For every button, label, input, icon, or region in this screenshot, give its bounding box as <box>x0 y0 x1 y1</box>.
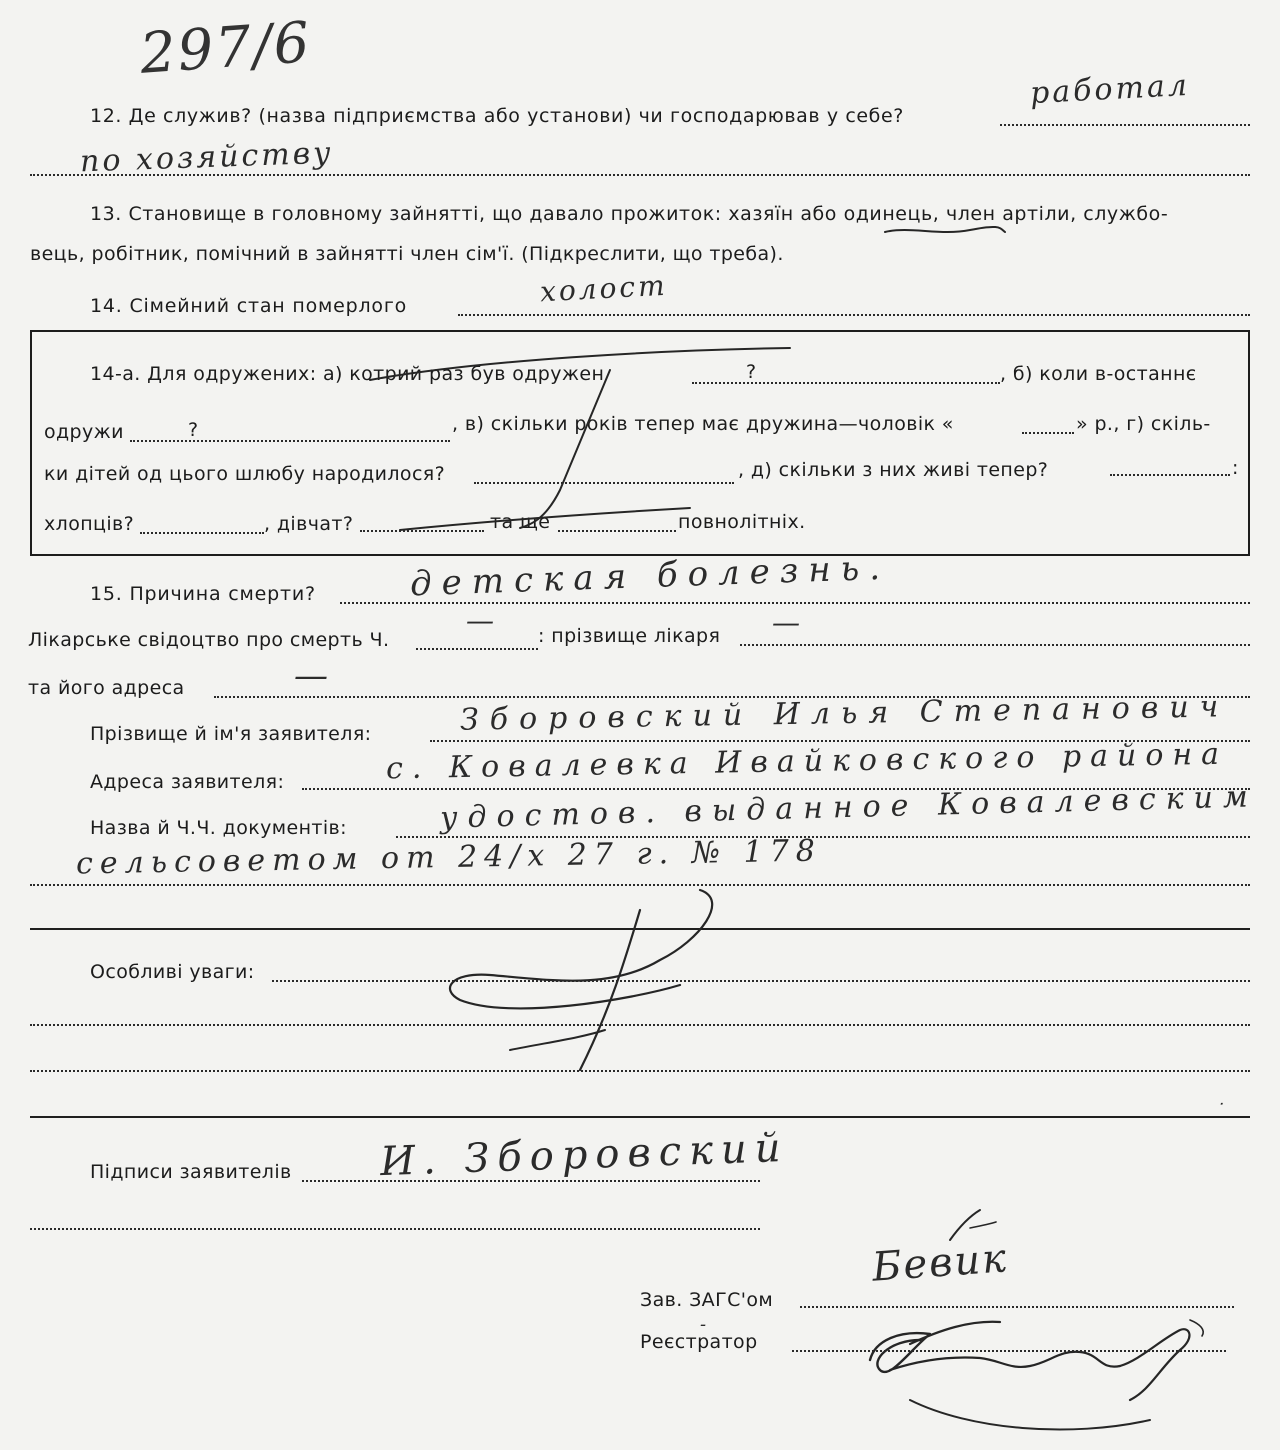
q14a-line3-c: : <box>1232 457 1239 479</box>
q14a-strikethrough-mark <box>360 340 820 550</box>
q14a-line4-b: , дівчат? <box>264 513 354 535</box>
q14a-line3-a: ки дітей од цього шлюбу народилося? <box>44 463 446 485</box>
registrar-signature <box>850 1300 1230 1440</box>
q14a-line2-a: одружи <box>44 421 124 443</box>
section-divider-2 <box>30 1116 1250 1118</box>
q14a-line4-a: хлопців? <box>44 513 135 535</box>
q14a-boys-line <box>140 532 264 534</box>
doctor-address-dash: — <box>294 656 331 696</box>
q14a-spouse-age-line <box>1022 432 1074 434</box>
notes-line-1 <box>272 980 1250 982</box>
q15-answer: детская болезнь. <box>409 547 891 605</box>
applicants-signature-line <box>302 1180 760 1182</box>
documents-label: Назва й Ч.Ч. документів: <box>90 817 347 839</box>
documents-value-line1: удостов. выданное Ковалевским <box>439 779 1259 836</box>
applicant-name-label: Прізвище й ім'я заявителя: <box>90 723 372 745</box>
zags-head-signature: Бевик <box>870 1235 1010 1291</box>
archive-number: 297/6 <box>137 10 314 87</box>
q14a-line1-a: 14-а. Для одружених: а) котрий раз був одружен <box>90 363 605 385</box>
zags-tick-mark: - <box>700 1314 707 1335</box>
zags-head-label: Зав. ЗАГС'ом <box>640 1289 774 1311</box>
registrar-label: Реєстратор <box>640 1331 758 1353</box>
q13-underline-mark <box>880 224 1010 238</box>
medical-cert-label: Лікарське свідоцтво про смерть Ч. <box>28 629 390 651</box>
q14-answer: холост <box>539 268 669 309</box>
q12-answer-line <box>1000 124 1250 126</box>
q12-label: 12. Де служив? (назва підприємства або установи) чи господарював у себе? <box>90 105 904 127</box>
q14a-line1-q: ? <box>746 361 757 383</box>
q14a-line2-d: » р., г) скіль- <box>1076 413 1211 435</box>
applicants-signature-label: Підписи заявителів <box>90 1161 292 1183</box>
q14a-children-alive-line <box>1110 474 1230 476</box>
q14a-line2-c: , в) скільки років тепер має дружина—чоловік « <box>452 413 954 435</box>
q14a-line2-q: ? <box>188 419 199 441</box>
documents-value-line2: сельсоветом от 24/х 27 г. № 178 <box>75 833 823 882</box>
q14-answer-line <box>458 314 1250 316</box>
notes-cancellation-mark <box>430 880 730 1080</box>
q12-answer-line1: работал <box>1029 67 1191 112</box>
q14a-line1-c: , б) коли в-останнє <box>1000 363 1197 385</box>
q14a-line4-c: та ще <box>490 511 551 533</box>
applicant-name-value: Зборовский Илья Степанович <box>459 689 1230 738</box>
doctor-address-label: та його адреса <box>28 677 185 699</box>
q14-label: 14. Сімейний стан померлого <box>90 295 408 317</box>
applicant-address-label: Адреса заявителя: <box>90 771 285 793</box>
q15-label: 15. Причина смерти? <box>90 583 316 605</box>
q13-line1: 13. Становище в головному зайнятті, що давало прожиток: хазяїн або одинець, член артіли, службо- <box>90 203 1169 225</box>
medical-cert-dash: — <box>466 604 497 637</box>
notes-label: Особливі уваги: <box>90 961 255 983</box>
q14a-line3-b: , д) скільки з них живі тепер? <box>738 459 1049 481</box>
q14a-line4-d: повнолітніх. <box>678 511 806 533</box>
q13-line2: вець, робітник, помічний в зайнятті член сім'ї. (Підкреслити, що треба). <box>30 243 784 265</box>
doctor-surname-dash: — <box>772 606 803 639</box>
applicant-signature: И. Зборовский <box>379 1124 790 1186</box>
divider-mark: ᐝ <box>1216 1100 1221 1121</box>
q12-answer-line2-text: по хозяйству <box>79 135 335 180</box>
applicants-signature-line-2 <box>30 1228 760 1230</box>
doctor-surname-line <box>740 644 1250 646</box>
zags-head-flourish <box>940 1206 1000 1246</box>
doctor-surname-label: : прізвище лікаря <box>538 625 721 647</box>
applicant-address-value: с. Ковалевка Ивайковского района <box>385 736 1229 787</box>
medical-cert-number-line <box>416 648 538 650</box>
